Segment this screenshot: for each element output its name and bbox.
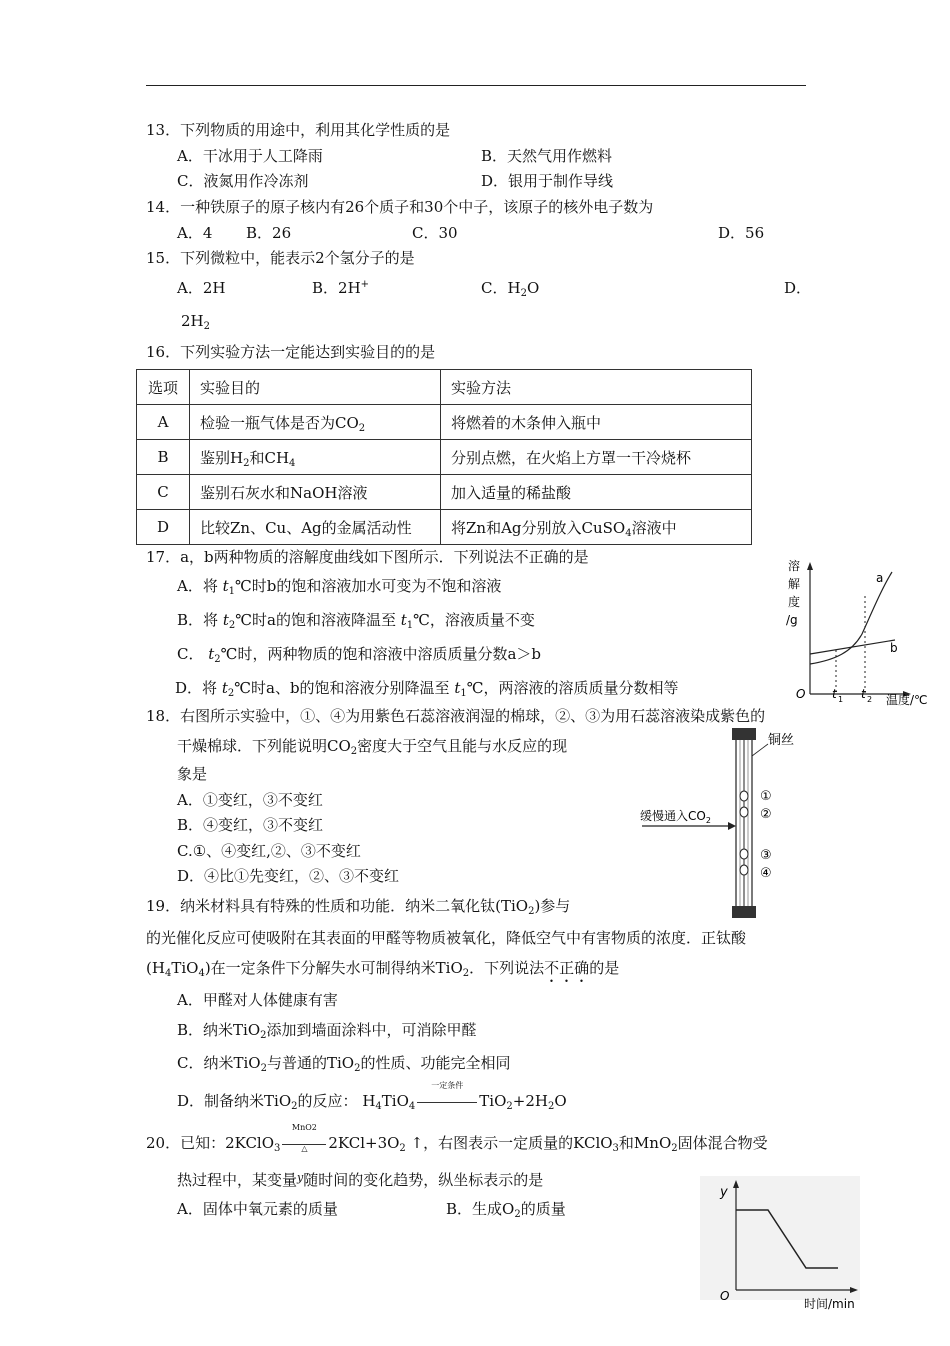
q19-option-b: B．纳米TiO$_2$添加到墙面涂料中，可消除甲醛 xyxy=(177,1021,477,1041)
q19-line2: 的光催化反应可使吸附在其表面的甲醛等物质被氧化，降低空气中有害物质的浓度．正钛酸 xyxy=(146,929,747,947)
cotton-ball-3 xyxy=(740,849,748,859)
q17-option-b: B．将 $t_2℃$时a的饱和溶液降温至 $t_1℃$，溶液质量不变 xyxy=(177,611,535,631)
inlet-label: 缓慢通入$CO_2$ xyxy=(640,809,711,825)
t2-label: t xyxy=(861,687,866,701)
q17-solubility-chart xyxy=(780,556,945,712)
y-label-2: 解 xyxy=(788,577,801,591)
table-row xyxy=(137,405,752,440)
row-method: 将燃着的木条伸入瓶中 xyxy=(441,405,752,440)
curve-b-label: b xyxy=(890,641,898,655)
inlet-arrowhead xyxy=(728,822,736,830)
q14-option-b: B．26 xyxy=(246,224,292,242)
row-method: 分别点燃，在火焰上方罩一干冷烧杯 xyxy=(441,440,752,475)
q19-option-d: D．制备纳米TiO$_2$的反应： $H_4TiO_4$ 一定条件 $TiO_2+2H_2O$ xyxy=(177,1081,567,1112)
table-header-row xyxy=(137,370,752,405)
q14-option-a: A．4 xyxy=(177,224,213,242)
marker-1: ① xyxy=(760,789,772,804)
q20-option-a: A．固体中氧元素的质量 xyxy=(177,1200,338,1218)
q15-option-a: A．2H xyxy=(177,279,226,297)
cotton-ball-4 xyxy=(740,865,748,875)
q20-trend-chart xyxy=(700,1176,870,1316)
q15-option-b: B．2H+ xyxy=(312,279,370,297)
curve-a-label: a xyxy=(876,571,884,585)
curve-a xyxy=(810,572,892,664)
marker-2: ② xyxy=(760,807,772,822)
table-row xyxy=(137,510,752,545)
q18-option-a: A．①变红，③不变红 xyxy=(177,791,323,809)
curve-b xyxy=(810,640,895,654)
q15-stem: 15．下列微粒中，能表示2个氢分子的是 xyxy=(146,249,415,267)
table-row xyxy=(137,440,752,475)
q19-option-a: A．甲醛对人体健康有害 xyxy=(177,991,338,1009)
q15-option-d-formula: $2H_2$ xyxy=(181,312,210,332)
q18-option-b: B．④变红，③不变红 xyxy=(177,816,324,834)
t1-sub: 1 xyxy=(838,695,844,704)
x-axis-label: 温度/℃ xyxy=(886,693,928,707)
q13-option-d: D．银用于制作导线 xyxy=(481,172,614,190)
header-rule xyxy=(146,85,806,86)
header-option: 选项 xyxy=(137,370,190,405)
q15-option-d-label: D． xyxy=(784,279,812,297)
q18-option-c: C.①、④变红,②、③不变红 xyxy=(177,842,361,860)
row-goal: 鉴别$H_2$和$CH_4$ xyxy=(190,440,441,475)
q14-stem: 14．一种铁原子的原子核内有26个质子和30个中子，该原子的核外电子数为 xyxy=(146,198,654,216)
y-axis-arrow xyxy=(807,562,813,570)
row-goal: 鉴别石灰水和NaOH溶液 xyxy=(190,475,441,510)
q20-option-b: B．生成$O_2$的质量 xyxy=(446,1200,566,1220)
row-method: 将Zn和Ag分别放入CuSO$_4$溶液中 xyxy=(441,510,752,545)
q13-option-b: B．天然气用作燃料 xyxy=(481,147,613,165)
y-label-1: 溶 xyxy=(788,559,801,573)
q18-apparatus-figure xyxy=(632,720,812,926)
table-row xyxy=(137,475,752,510)
cotton-ball-2 xyxy=(740,807,748,817)
q13-stem: 13．下列物质的用途中，利用其化学性质的是 xyxy=(146,121,451,139)
marker-3: ③ xyxy=(760,848,772,863)
q19-line1: 19．纳米材料具有特殊的性质和功能．纳米二氧化钛(TiO$_2$)参与 xyxy=(146,897,571,917)
q17-option-d: D．将 $t_2℃$时a、b的饱和溶液分别降温至 $t_1℃$，两溶液的溶质质量分数相等 xyxy=(175,679,679,699)
q17-option-c: C． $t_2℃$时，两种物质的饱和溶液中溶质质量分数a＞b xyxy=(177,645,541,665)
t2-sub: 2 xyxy=(867,695,873,704)
q19-option-c: C．纳米TiO$_2$与普通的TiO$_2$的性质、功能完全相同 xyxy=(177,1054,511,1074)
q20-line2: 热过程中，某变量$^y$随时间的变化趋势，纵坐标表示的是 xyxy=(177,1171,544,1189)
q18-stem-line2: 干燥棉球．下列能说明$CO_2$密度大于空气且能与水反应的现 xyxy=(177,737,568,757)
q13-option-c: C．液氮用作冷冻剂 xyxy=(177,172,309,190)
row-goal: 检验一瓶气体是否为$CO_2$ xyxy=(190,405,441,440)
cotton-ball-1 xyxy=(740,791,748,801)
q14-option-d: D．56 xyxy=(718,224,765,242)
y-label: y xyxy=(720,1185,728,1200)
header-goal: 实验目的 xyxy=(190,370,441,405)
q18-stem-line1: 18．右图所示实验中，①、④为用紫色石蕊溶液润湿的棉球，②、③为用石蕊溶液染成紫色的 xyxy=(146,707,766,725)
q20-line1: 20．已知：2KClO$_3$ MnO2 △ $2KCl+3O_2$ ↑，右图表示一定质量的KClO$_3$和MnO$_2$固体混合物受 xyxy=(146,1123,768,1154)
origin-label: O xyxy=(720,1289,730,1303)
row-option: A xyxy=(137,405,190,440)
marker-4: ④ xyxy=(760,866,772,881)
header-method: 实验方法 xyxy=(441,370,752,405)
y-label-3: 度 xyxy=(788,595,801,609)
y-label-4: /g xyxy=(786,613,798,627)
wire-leader xyxy=(752,744,768,756)
top-stopper xyxy=(732,728,756,740)
q13-option-a: A．干冰用于人工降雨 xyxy=(177,147,323,165)
wire-label: 铜丝 xyxy=(768,733,795,748)
t1-label: t xyxy=(832,687,837,701)
q18-option-d: D．④比①先变红，②、③不变红 xyxy=(177,867,400,885)
origin-label: O xyxy=(796,687,806,701)
q16-table xyxy=(136,369,752,545)
q17-option-a: A．将 $t_1℃$时b的饱和溶液加水可变为不饱和溶液 xyxy=(177,577,502,597)
q18-stem-line3: 象是 xyxy=(177,765,208,783)
row-method: 加入适量的稀盐酸 xyxy=(441,475,752,510)
q14-option-c: C．30 xyxy=(412,224,458,242)
row-option: C xyxy=(137,475,190,510)
row-option: B xyxy=(137,440,190,475)
bottom-stopper xyxy=(732,906,756,918)
row-goal: 比较Zn、Cu、Ag的金属活动性 xyxy=(190,510,441,545)
row-option: D xyxy=(137,510,190,545)
q15-option-c: C．$H_2O$ xyxy=(481,279,540,299)
x-axis-label: 时间/min xyxy=(804,1297,855,1311)
q19-line3: $(H_4TiO_4)$在一定条件下分解失水可制得纳米TiO$_2$．下列说法不正确的是 xyxy=(146,959,620,979)
q16-stem: 16．下列实验方法一定能达到实验目的的是 xyxy=(146,343,436,361)
q17-stem: 17．a，b两种物质的溶解度曲线如下图所示．下列说法不正确的是 xyxy=(146,548,589,566)
